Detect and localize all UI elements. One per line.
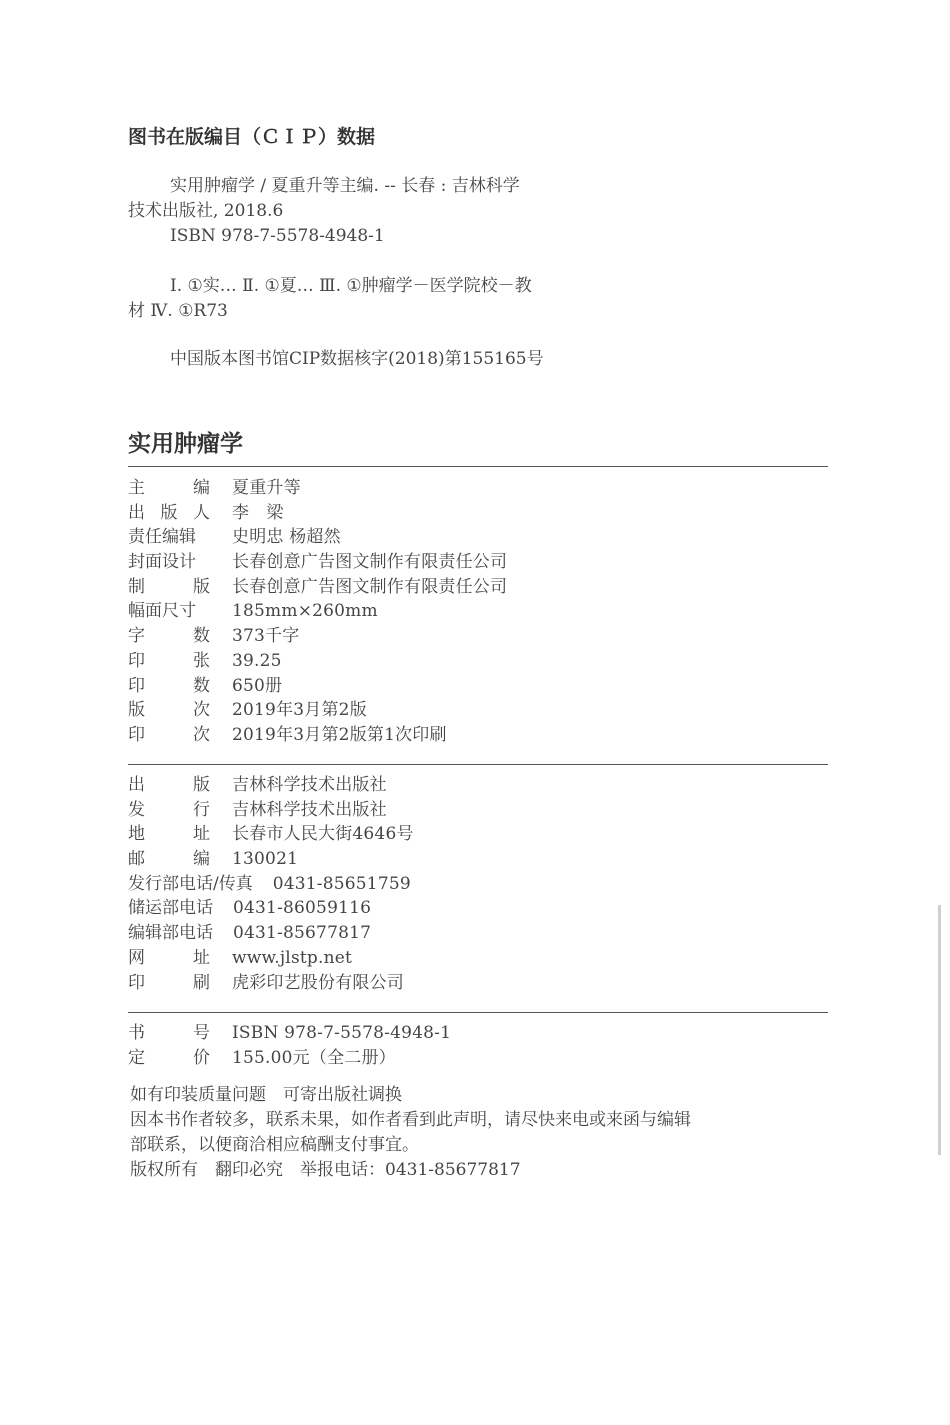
detail-value: 650册 — [232, 675, 283, 696]
detail-value: 2019年3月第2版第1次印刷 — [232, 724, 447, 745]
cip-record-line-1: 实用肿瘤学 / 夏重升等主编. -- 长春 : 吉林科学 — [170, 176, 520, 196]
notice-line: 版权所有 翻印必究 举报电话：0431-85677817 — [130, 1160, 521, 1180]
detail-label: 印 次 — [128, 724, 210, 745]
detail-row — [128, 698, 507, 723]
notice-line: 因本书作者较多，联系未果，如作者看到此声明，请尽快来电或来函与编辑 — [130, 1110, 691, 1130]
detail-value: 史明忠 杨超然 — [232, 527, 341, 548]
publisher-row — [128, 946, 414, 971]
detail-row — [128, 649, 507, 674]
publisher-website: www.jlstp.net — [232, 947, 353, 968]
detail-value: 39.25 — [232, 650, 282, 671]
publisher-label: 储运部电话 — [128, 898, 213, 919]
detail-label: 责任编辑 — [128, 527, 196, 548]
pricing-label: 书 号 — [128, 1023, 210, 1043]
notice-block — [130, 1083, 830, 1183]
publisher-value: 吉林科学技术出版社 — [232, 799, 387, 820]
detail-row — [128, 550, 507, 575]
detail-label: 版 次 — [128, 700, 210, 721]
publisher-value: 0431-86059116 — [233, 898, 372, 919]
detail-row — [128, 525, 507, 550]
details-block — [128, 476, 507, 748]
publisher-label: 出 版 — [128, 775, 210, 795]
divider — [128, 764, 828, 765]
publisher-value: 虎彩印艺股份有限公司 — [232, 972, 404, 993]
detail-value: 夏重升等 — [232, 478, 301, 498]
publisher-label: 印 刷 — [128, 972, 210, 993]
detail-row — [128, 575, 507, 600]
detail-label: 印 张 — [128, 650, 210, 671]
detail-row — [128, 624, 507, 649]
publisher-label: 网 址 — [128, 947, 210, 968]
pricing-block — [128, 1021, 451, 1070]
publisher-value: 0431-85651759 — [272, 873, 411, 894]
divider — [128, 466, 828, 467]
detail-row — [128, 501, 507, 526]
detail-value: 373千字 — [232, 626, 300, 647]
pricing-label: 定 价 — [128, 1047, 210, 1068]
detail-label: 幅面尺寸 — [128, 601, 196, 622]
price-value: 155.00元（全二册） — [232, 1047, 396, 1068]
publisher-label: 编辑部电话 — [128, 923, 213, 944]
detail-value: 长春创意广告图文制作有限责任公司 — [232, 552, 508, 573]
detail-label: 印 数 — [128, 675, 210, 696]
publisher-value: 0431-85677817 — [233, 923, 372, 944]
detail-row — [128, 674, 507, 699]
publisher-label: 发行部电话/传真 — [128, 873, 253, 894]
publisher-row — [128, 773, 414, 798]
publisher-row — [128, 896, 414, 921]
publisher-label: 邮 编 — [128, 849, 210, 870]
detail-label: 封面设计 — [128, 552, 196, 573]
notice-line: 如有印装质量问题 可寄出版社调换 — [130, 1085, 402, 1105]
detail-label: 制 版 — [128, 576, 210, 597]
pricing-row — [128, 1021, 451, 1046]
publisher-row — [128, 921, 414, 946]
isbn-value: ISBN 978-7-5578-4948-1 — [232, 1023, 452, 1043]
page-edge-mark — [938, 905, 941, 1155]
notice-line: 部联系，以便商洽相应稿酬支付事宜。 — [130, 1135, 419, 1155]
cip-verification: 中国版本图书馆CIP数据核字(2018)第155165号 — [170, 349, 544, 369]
detail-value: 李 梁 — [232, 502, 284, 523]
cip-classification-line-1: Ⅰ. ①实… Ⅱ. ①夏… Ⅲ. ①肿瘤学－医学院校－教 — [170, 276, 532, 296]
cip-classification-line-2: 材 Ⅳ. ①R73 — [128, 301, 228, 321]
detail-value: 长春创意广告图文制作有限责任公司 — [232, 576, 508, 597]
cip-heading: 图书在版编目（ＣＩＰ）数据 — [128, 126, 376, 148]
detail-label: 出 版 人 — [128, 502, 210, 523]
detail-value: 185mm×260mm — [232, 601, 378, 622]
publisher-row — [128, 971, 414, 996]
detail-label: 主 编 — [128, 478, 210, 498]
cip-isbn: ISBN 978-7-5578-4948-1 — [170, 226, 385, 246]
publisher-row — [128, 872, 414, 897]
divider — [128, 1012, 828, 1013]
publisher-label: 发 行 — [128, 799, 210, 820]
publisher-row — [128, 847, 414, 872]
publisher-row — [128, 822, 414, 847]
detail-row — [128, 599, 507, 624]
publisher-block — [128, 773, 414, 995]
cip-record-line-2: 技术出版社, 2018.6 — [128, 201, 284, 221]
pricing-row — [128, 1046, 451, 1071]
detail-row — [128, 723, 507, 748]
detail-label: 字 数 — [128, 626, 210, 647]
publisher-row — [128, 798, 414, 823]
publisher-value: 长春市人民大街4646号 — [232, 824, 414, 845]
publisher-label: 地 址 — [128, 824, 210, 845]
detail-value: 2019年3月第2版 — [232, 700, 367, 721]
detail-row — [128, 476, 507, 501]
publisher-value: 吉林科学技术出版社 — [232, 775, 387, 795]
book-title: 实用肿瘤学 — [128, 431, 243, 457]
publisher-value: 130021 — [232, 849, 299, 870]
